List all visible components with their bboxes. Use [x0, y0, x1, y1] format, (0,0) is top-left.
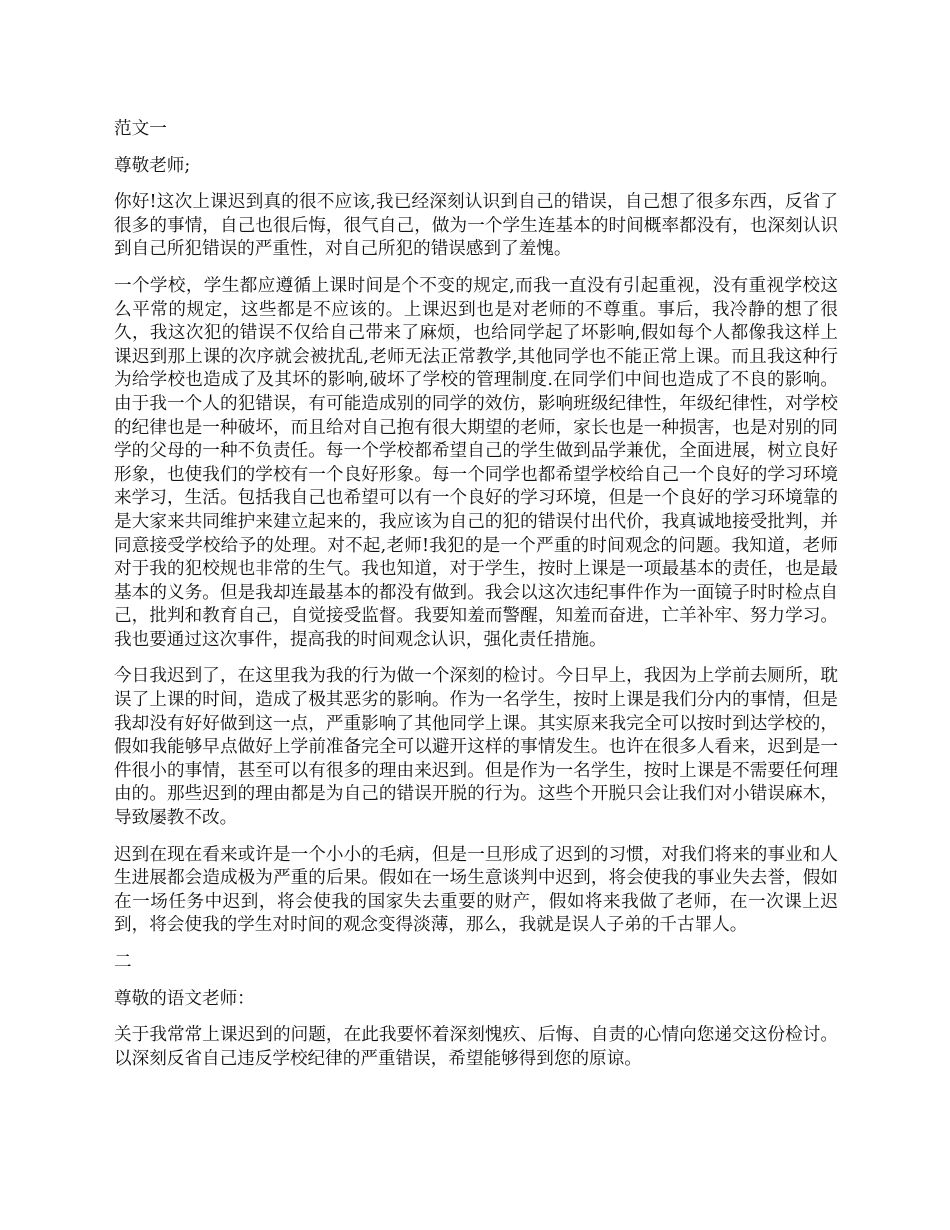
salutation-2: 尊敬的语文老师：: [114, 988, 255, 1009]
paragraph-2: 一个学校，学生都应遵循上课时间是个不变的规定,而我一直没有引起重视，没有重视学校这么平常的规定，这些都是不应该的。上课迟到也是对老师的不尊重。事后，我冷静的想了很久，我这次犯的错误不仅给自己带来了麻烦，也给同学起了坏影响,假如每个人都像我这样上课迟到那上课的次序就会被扰乱,老师无法正常教学,其他同学也不能正常上课。而且我这种行为给学校也造成了及其坏的影响,破坏了学校的管理制度.在同学们中间也造成了不良的影响。由于我一个人的犯错误，有可能造成别的同学的效仿，影响班级纪律性，年级纪律性，对学校的纪律也是一种破坏，而且给对自己抱有很大期望的老师，家长也是一种损害，也是对别的同学的父母的一种不负责任。每一个学校都希望自己的学生做到品学兼优，全面进展，树立良好形象，也使我们的学校有一个良好形象。每一个同学也都希望学校给自己一个良好的学习环境来学习，生活。包括我自己也希望可以有一个良好的学习环境，但是一个良好的学习环境靠的是大家来共同维护来建立起来的，我应该为自己的犯的错误付出代价，我真诚地接受批判，并同意接受学校给予的处理。对不起,老师!我犯的是一个严重的时间观念的问题。我知道，老师对于我的犯校规也非常的生气。我也知道，对于学生，按时上课是一项最基本的责任，也是最基本的义务。但是我却连最基本的都没有做到。我会以这次违纪事件作为一面镜子时时检点自己，批判和教育自己，自觉接受监督。我要知羞而警醒，知羞而奋进，亡羊补牢、努力学习。我也要通过这次事件，提高我的时间观念认识，强化责任措施。: [114, 275, 838, 650]
paragraph-4: 迟到在现在看来或许是一个小小的毛病，但是一旦形成了迟到的习惯，对我们将来的事业和人生进展都会造成极为严重的后果。假如在一场生意谈判中迟到，将会使我的事业失去誉，假如在一场任务中迟到，将会使我的国家失去重要的财产，假如将来我做了老师，在一次课上迟到，将会使我的学生对时间的观念变得淡薄，那么，我就是误人子弟的千古罪人。: [114, 844, 838, 936]
section-heading-2: 二: [114, 952, 132, 972]
document-body: [114, 118, 838, 1084]
paragraph-5: 关于我常常上课迟到的问题，在此我要怀着深刻愧疚、后悔、自责的心情向您递交这份检讨。以深刻反省自己违反学校纪律的严重错误，希望能够得到您的原谅。: [114, 1025, 838, 1069]
section-heading-1: 范文一: [114, 119, 167, 139]
paragraph-1: 你好!这次上课迟到真的很不应该,我已经深刻认识到自己的错误，自己想了很多东西，反省了很多的事情，自己也很后悔，很气自己，做为一个学生连基本的时间概率都没有，也深刻认识到自己所犯错误的严重性，对自己所犯的错误感到了羞愧。: [114, 192, 838, 260]
paragraph-3: 今日我迟到了，在这里我为我的行为做一个深刻的检讨。今日早上，我因为上学前去厕所，耽误了上课的时间，造成了极其恶劣的影响。作为一名学生，按时上课是我们分内的事情，但是我却没有好好做到这一点，严重影响了其他同学上课。其实原来我完全可以按时到达学校的，假如我能够早点做好上学前准备完全可以避开这样的事情发生。也许在很多人看来，迟到是一件很小的事情，甚至可以有很多的理由来迟到。但是作为一名学生，按时上课是不需要任何理由的。那些迟到的理由都是为自己的错误开脱的行为。这些个开脱只会让我们对小错误麻木，导致屡教不改。: [114, 666, 838, 829]
salutation-1: 尊敬老师;: [114, 155, 191, 176]
